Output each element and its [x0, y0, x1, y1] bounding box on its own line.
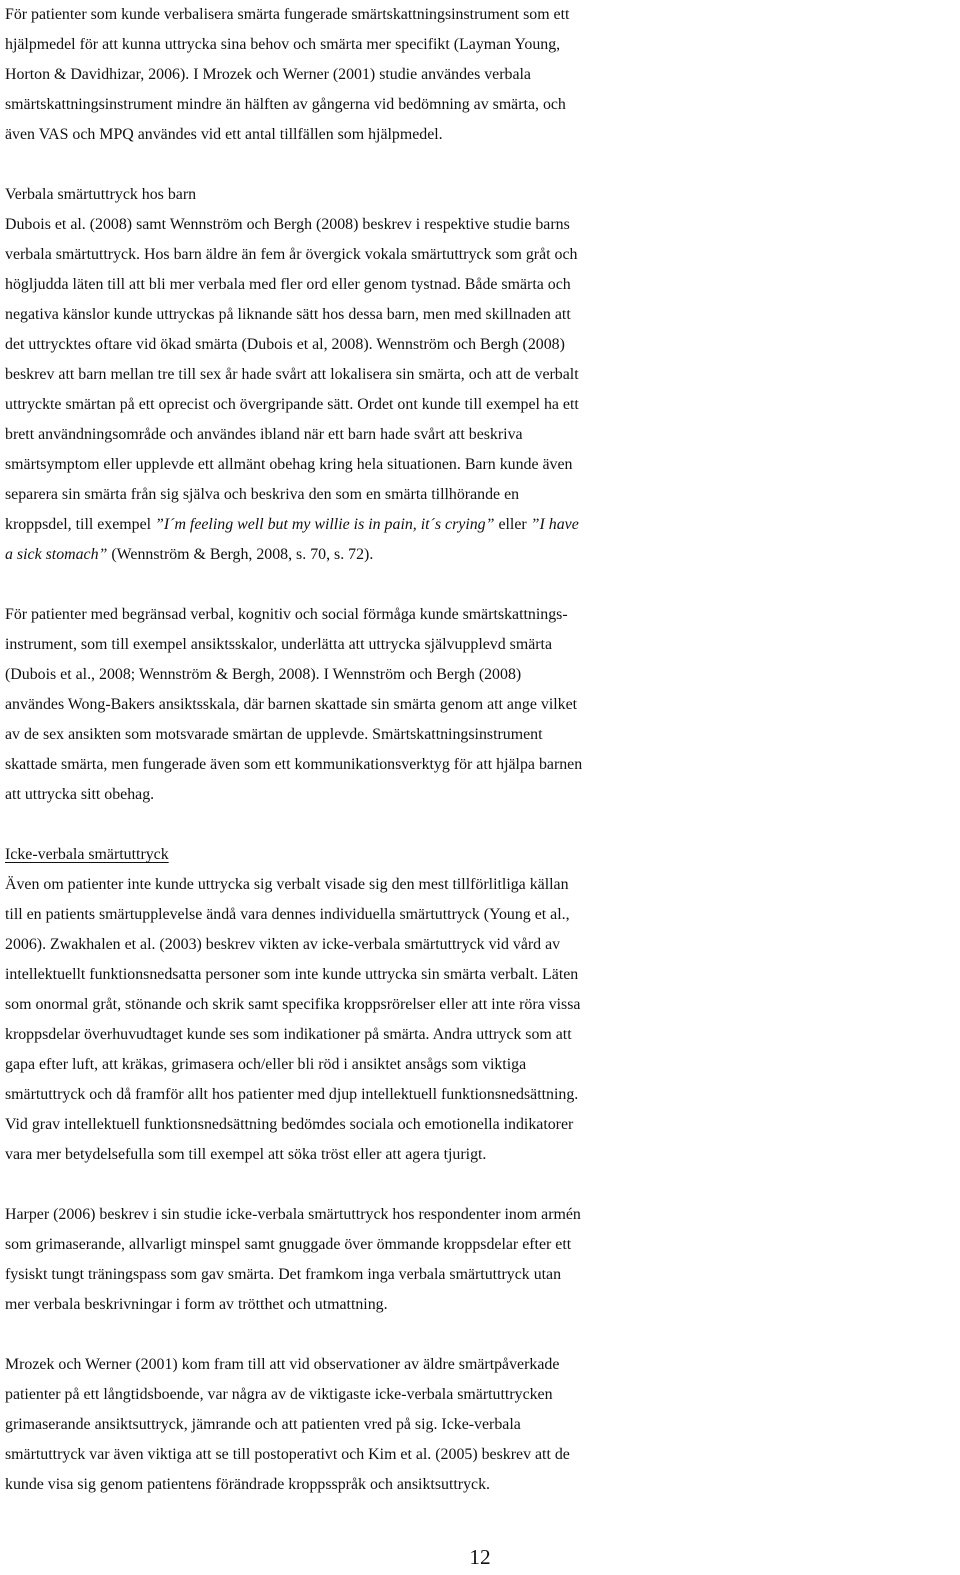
paragraph-gap [5, 570, 957, 600]
text-line: högljudda läten till att bli mer verbala med fler ord eller genom tystnad. Både smärta och [5, 276, 571, 293]
text-line: även VAS och MPQ användes vid ett antal tillfällen som hjälpmedel. [5, 126, 443, 143]
text-line: som grimaserande, allvarligt minspel samt gnuggade över ömmande kroppsdelar efter ett [5, 1236, 572, 1253]
text-line: För patienter med begränsad verbal, kognitiv och social förmåga kunde smärtskattnings- [5, 606, 568, 623]
text-line-with-quote [5, 540, 957, 570]
text-line: skattade smärta, men fungerade även som ett kommunikationsverktyg för att hjälpa barnen [5, 756, 583, 773]
text-run: eller [494, 516, 531, 533]
text-line: verbala smärtuttryck. Hos barn äldre än fem år övergick vokala smärtuttryck som gråt och [5, 246, 578, 263]
text-line: smärtskattningsinstrument mindre än hälften av gångerna vid bedömning av smärta, och [5, 96, 566, 113]
text-line: som onormal gråt, stönande och skrik samt specifika kroppsrörelser eller att inte röra vissa [5, 996, 581, 1013]
text-line: beskrev att barn mellan tre till sex år hade svårt att lokalisera sin smärta, och att de verbalt [5, 366, 579, 383]
paragraph-mrozek [5, 1350, 957, 1500]
text-line: Horton & Davidhizar, 2006). I Mrozek och Werner (2001) studie användes verbala [5, 66, 531, 83]
text-line: grimaserande ansiktsuttryck, jämrande och att patienten vred på sig. Icke-verbala [5, 1416, 521, 1433]
quote-text: ”I´m feeling well but my willie is in pain, it´s crying” [155, 516, 495, 533]
paragraph-gap [5, 1320, 957, 1350]
text-run: kroppsdel, till exempel [5, 516, 156, 533]
quote-text: a sick stomach” [5, 546, 108, 563]
text-line: till en patients smärtupplevelse ändå vara dennes individuella smärtuttryck (Young et al., [5, 906, 570, 923]
text-line: vara mer betydelsefulla som till exempel att söka tröst eller att agera tjurigt. [5, 1146, 487, 1163]
text-line: av de sex ansikten som motsvarade smärtan de upplevde. Smärtskattningsinstrument [5, 726, 543, 743]
quote-text: ”I have [530, 516, 579, 533]
text-line: smärtuttryck och då framför allt hos patienter med djup intellektuell funktionsnedsättning. [5, 1086, 579, 1103]
text-line: intellektuellt funktionsnedsatta personer som inte kunde uttrycka sin smärta verbalt. Läten [5, 966, 579, 983]
text-run: (Wennström & Bergh, 2008, s. 70, s. 72). [107, 546, 374, 563]
document-page [5, 0, 957, 1500]
section-heading: Icke-verbala smärtuttryck [5, 846, 169, 863]
paragraph-gap [5, 1170, 957, 1200]
text-line: patienter på ett långtidsboende, var några av de viktigaste icke-verbala smärtuttrycken [5, 1386, 553, 1403]
page-number: 12 [469, 1545, 491, 1569]
paragraph-rating-instruments [5, 600, 957, 810]
text-line-with-quote [5, 510, 957, 540]
text-line: uttryckte smärtan på ett oprecist och övergripande sätt. Ordet ont kunde till exempel ha ett [5, 396, 579, 413]
section-heading: Verbala smärtuttryck hos barn [5, 186, 197, 203]
text-line: kroppsdelar överhuvudtaget kunde ses som indikationer på smärta. Andra uttryck som att [5, 1026, 572, 1043]
text-line: För patienter som kunde verbalisera smärta fungerade smärtskattningsinstrument som ett [5, 6, 570, 23]
text-line: smärtuttryck var även viktiga att se till postoperativt och Kim et al. (2005) beskrev att de [5, 1446, 570, 1463]
text-line: separera sin smärta från sig själva och beskriva den som en smärta tillhörande en [5, 486, 520, 503]
text-line: negativa känslor kunde uttryckas på liknande sätt hos dessa barn, men med skillnaden att [5, 306, 571, 323]
paragraph-gap [5, 150, 957, 180]
text-line: smärtsymptom eller upplevde ett allmänt obehag kring hela situationen. Barn kunde även [5, 456, 573, 473]
text-line: fysiskt tungt träningspass som gav smärta. Det framkom inga verbala smärtuttryck utan [5, 1266, 562, 1283]
section-heading-row [5, 840, 957, 870]
text-line: det uttrycktes oftare vid ökad smärta (Dubois et al, 2008). Wennström och Bergh (2008) [5, 336, 565, 353]
section-nonverbal [5, 840, 957, 1170]
text-line: hjälpmedel för att kunna uttrycka sina behov och smärta mer specifikt (Layman Young, [5, 36, 561, 53]
text-line: instrument, som till exempel ansiktsskalor, underlätta att uttrycka självupplevd smärta [5, 636, 553, 653]
paragraph-verbal-instruments [5, 0, 957, 150]
paragraph-harper [5, 1200, 957, 1320]
text-line: Harper (2006) beskrev i sin studie icke-verbala smärtuttryck hos respondenter inom armén [5, 1206, 581, 1223]
paragraph-gap [5, 810, 957, 840]
text-line: Även om patienter inte kunde uttrycka sig verbalt visade sig den mest tillförlitliga källan [5, 876, 569, 893]
text-line: Vid grav intellektuell funktionsnedsättning bedömdes sociala och emotionella indikatorer [5, 1116, 574, 1133]
text-line: (Dubois et al., 2008; Wennström & Bergh, 2008). I Wennström och Bergh (2008) [5, 666, 522, 683]
text-line: gapa efter luft, att kräkas, grimasera och/eller bli röd i ansiktet ansågs som viktiga [5, 1056, 527, 1073]
text-line: Mrozek och Werner (2001) kom fram till att vid observationer av äldre smärtpåverkade [5, 1356, 560, 1373]
text-line: Dubois et al. (2008) samt Wennström och Bergh (2008) beskrev i respektive studie barns [5, 216, 570, 233]
text-line: kunde visa sig genom patientens förändrade kroppsspråk och ansiktsuttryck. [5, 1476, 490, 1493]
text-line: brett användningsområde och användes ibland när ett barn hade svårt att beskriva [5, 426, 523, 443]
text-line: mer verbala beskrivningar i form av trötthet och utmattning. [5, 1296, 388, 1313]
text-line: användes Wong-Bakers ansiktsskala, där barnen skattade sin smärta genom att ange vilket [5, 696, 578, 713]
text-line: 2006). Zwakhalen et al. (2003) beskrev vikten av icke-verbala smärtuttryck vid vård av [5, 936, 561, 953]
text-line: att uttrycka sitt obehag. [5, 786, 155, 803]
section-verbal-children [5, 180, 957, 570]
